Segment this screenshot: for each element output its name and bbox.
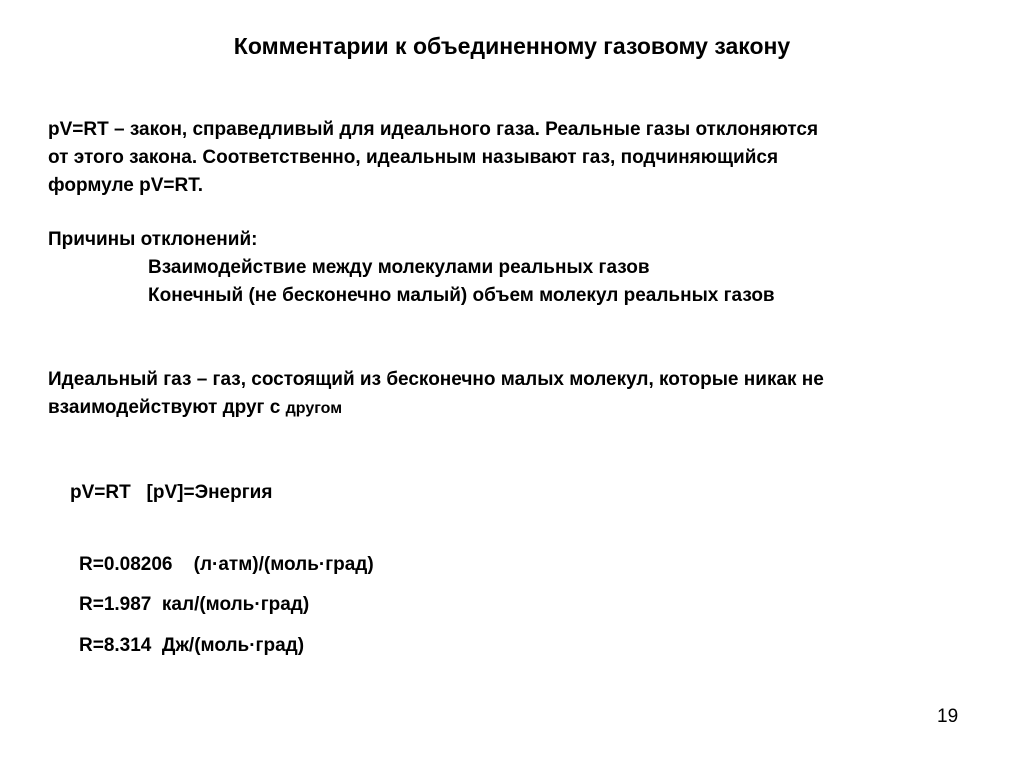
ideal-gas-line: Идеальный газ – газ, состоящий из бесконечно малых молекул, которые никак не xyxy=(48,369,824,390)
energy-formula: pV=RT [pV]=Энергия xyxy=(70,482,273,503)
gas-constant-value: R=8.314 Дж/(моль·град) xyxy=(79,635,305,656)
deviations-heading: Причины отклонений: xyxy=(48,229,258,250)
ideal-gas-line xyxy=(48,394,998,423)
intro-line: от этого закона. Соответственно, идеальным называют газ, подчиняющийся xyxy=(48,147,779,168)
deviations-section xyxy=(48,226,998,310)
intro-line: формуле pV=RT. xyxy=(48,175,203,196)
slide-title: Комментарии к объединенному газовому закону xyxy=(233,33,791,59)
ideal-gas-definition xyxy=(48,366,998,423)
intro-line: pV=RT – закон, справедливый для идеального газа. Реальные газы отклоняются xyxy=(48,119,819,140)
deviation-item: Конечный (не бесконечно малый) объем молекул реальных газов xyxy=(148,285,775,306)
ideal-gas-line-text: взаимодействуют друг с xyxy=(48,397,286,418)
ideal-gas-line-small-text: другом xyxy=(285,400,343,417)
page-number: 19 xyxy=(937,706,959,727)
gas-constant-value: R=1.987 кал/(моль·град) xyxy=(79,594,310,615)
intro-paragraph xyxy=(48,116,998,200)
gas-constant-value: R=0.08206 (л·атм)/(моль·град) xyxy=(79,554,374,575)
deviation-item: Взаимодействие между молекулами реальных газов xyxy=(148,257,650,278)
